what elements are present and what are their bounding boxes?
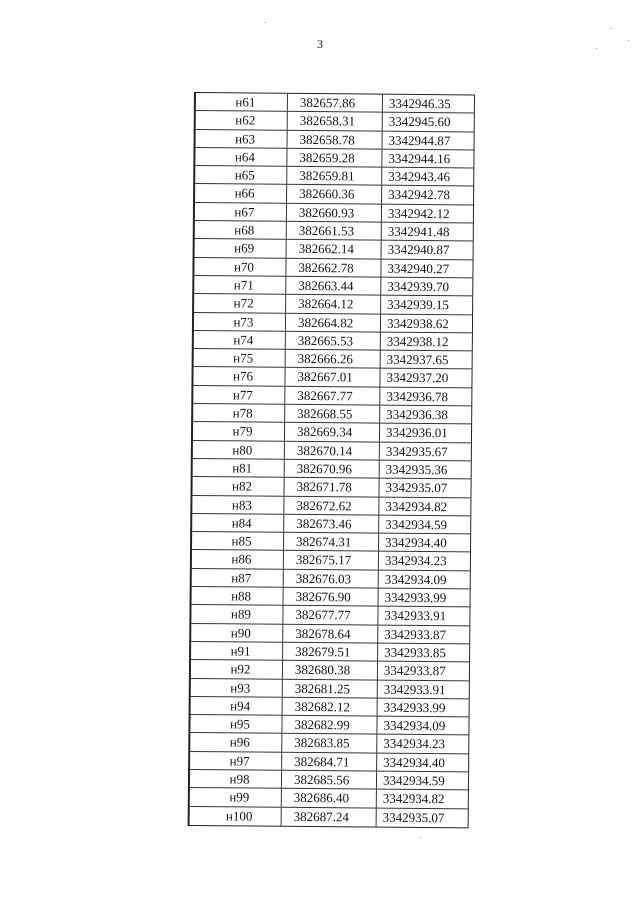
table-row xyxy=(193,367,471,388)
point-id-cell: н64 xyxy=(234,149,255,165)
point-id-cell: н94 xyxy=(230,698,251,714)
scan-speck xyxy=(610,28,611,29)
table-row xyxy=(191,624,469,645)
x-coordinate-cell: 382661.53 xyxy=(286,222,381,240)
table-row xyxy=(194,313,472,334)
table-row xyxy=(196,111,474,132)
point-id-cell: н67 xyxy=(234,204,255,220)
x-coordinate-cell: 382673.46 xyxy=(283,515,378,533)
y-coordinate-cell: 3342934.59 xyxy=(376,772,468,790)
table-row xyxy=(190,752,468,773)
table-row xyxy=(191,660,469,681)
x-coordinate-cell: 382674.31 xyxy=(283,533,378,551)
y-coordinate-cell: 3342934.09 xyxy=(378,570,470,588)
x-coordinate-cell: 382662.14 xyxy=(286,240,381,258)
table-row xyxy=(191,605,469,626)
y-coordinate-cell: 3342934.82 xyxy=(378,497,470,515)
y-coordinate-cell: 3342934.82 xyxy=(376,790,468,808)
x-coordinate-cell: 382676.03 xyxy=(283,570,378,588)
point-id-cell: н78 xyxy=(232,405,253,421)
table-row xyxy=(191,678,469,699)
point-id-cell: н62 xyxy=(235,112,256,128)
x-coordinate-cell: 382676.90 xyxy=(283,588,378,606)
point-id-cell: н66 xyxy=(234,185,255,202)
y-coordinate-cell: 3342944.87 xyxy=(382,131,474,149)
x-coordinate-cell: 382660.36 xyxy=(286,185,381,203)
x-coordinate-cell: 382683.85 xyxy=(281,734,376,752)
table-row xyxy=(190,788,468,809)
point-id-cell: н71 xyxy=(233,277,254,293)
table-row xyxy=(192,496,470,517)
point-id-cell: н76 xyxy=(232,368,254,384)
x-coordinate-cell: 382660.93 xyxy=(286,204,381,222)
y-coordinate-cell: 3342939.15 xyxy=(380,296,472,314)
x-coordinate-cell: 382686.40 xyxy=(281,789,376,807)
y-coordinate-cell: 3342940.87 xyxy=(381,241,473,259)
x-coordinate-cell: 382664.12 xyxy=(285,295,380,313)
table-row xyxy=(192,569,470,590)
table-row xyxy=(194,349,472,370)
point-id-cell: н69 xyxy=(234,240,255,256)
scan-speck xyxy=(265,22,266,23)
table-row xyxy=(190,733,468,754)
table-row xyxy=(196,93,474,114)
y-coordinate-cell: 3342944.16 xyxy=(381,150,473,168)
x-coordinate-cell: 382659.28 xyxy=(286,149,381,167)
y-coordinate-cell: 3342934.23 xyxy=(378,552,470,570)
table-row xyxy=(193,386,471,407)
y-coordinate-cell: 3342933.91 xyxy=(377,607,469,625)
y-coordinate-cell: 3342941.48 xyxy=(381,223,473,241)
point-id-cell: н79 xyxy=(232,423,253,439)
point-id-cell: н98 xyxy=(229,771,250,787)
x-coordinate-cell: 382670.96 xyxy=(284,460,379,478)
x-coordinate-cell: 382667.01 xyxy=(284,368,379,386)
table-row xyxy=(195,203,473,224)
x-coordinate-cell: 382687.24 xyxy=(281,807,376,826)
point-id-cell: н77 xyxy=(232,387,253,403)
scan-speck xyxy=(596,48,597,49)
x-coordinate-cell: 382663.44 xyxy=(285,277,380,295)
table-row xyxy=(193,422,471,443)
table-row xyxy=(195,166,473,187)
table-row xyxy=(192,477,470,498)
x-coordinate-cell: 382672.62 xyxy=(283,496,378,514)
point-id-cell: н83 xyxy=(231,496,252,513)
x-coordinate-cell: 382665.53 xyxy=(285,332,380,350)
table-row xyxy=(194,258,472,279)
table-row xyxy=(191,642,469,663)
y-coordinate-cell: 3342945.60 xyxy=(382,113,474,131)
table-row xyxy=(192,587,470,608)
point-id-cell: н85 xyxy=(231,533,252,549)
page-number: 3 xyxy=(317,37,323,51)
point-id-cell: н80 xyxy=(232,441,253,458)
y-coordinate-cell: 3342937.20 xyxy=(379,369,471,387)
x-coordinate-cell: 382668.55 xyxy=(284,405,379,423)
y-coordinate-cell: 3342933.91 xyxy=(377,680,469,698)
point-id-cell: н74 xyxy=(233,332,254,348)
point-id-cell: н87 xyxy=(231,570,252,586)
point-id-cell: н86 xyxy=(231,551,252,567)
y-coordinate-cell: 3342935.07 xyxy=(378,479,470,497)
y-coordinate-cell: 3342934.40 xyxy=(378,534,470,552)
x-coordinate-cell: 382682.12 xyxy=(282,698,377,716)
scan-speck xyxy=(628,40,629,41)
point-id-cell: н93 xyxy=(230,679,251,696)
x-coordinate-cell: 382678.64 xyxy=(282,624,377,642)
y-coordinate-cell: 3342942.78 xyxy=(381,186,473,204)
coordinates-table xyxy=(188,92,475,828)
point-id-cell: н82 xyxy=(232,478,253,494)
y-coordinate-cell: 3342934.40 xyxy=(376,753,468,771)
point-id-cell: н63 xyxy=(235,130,256,147)
y-coordinate-cell: 3342933.85 xyxy=(377,644,469,662)
y-coordinate-cell: 3342933.99 xyxy=(378,589,470,607)
point-id-cell: н88 xyxy=(231,588,252,604)
y-coordinate-cell: 3342939.70 xyxy=(380,278,472,296)
point-id-cell: н100 xyxy=(225,807,253,824)
y-coordinate-cell: 3342943.46 xyxy=(381,168,473,186)
table-row xyxy=(190,770,468,791)
point-id-cell: н65 xyxy=(234,167,255,183)
table-row xyxy=(190,807,468,828)
point-id-cell: н92 xyxy=(230,661,251,677)
y-coordinate-cell: 3342940.27 xyxy=(380,259,472,277)
table-row xyxy=(195,221,473,242)
point-id-cell: н84 xyxy=(231,515,252,531)
y-coordinate-cell: 3342936.38 xyxy=(379,406,471,424)
point-id-cell: н75 xyxy=(233,350,254,366)
table-row xyxy=(195,184,473,205)
scan-speck xyxy=(420,837,421,838)
x-coordinate-cell: 382680.38 xyxy=(282,661,377,679)
x-coordinate-cell: 382662.78 xyxy=(285,258,380,276)
point-id-cell: н96 xyxy=(229,734,250,750)
y-coordinate-cell: 3342935.36 xyxy=(379,461,471,479)
point-id-cell: н70 xyxy=(233,259,255,275)
x-coordinate-cell: 382671.78 xyxy=(283,478,378,496)
table-row xyxy=(193,441,471,462)
table-row xyxy=(196,130,474,151)
y-coordinate-cell: 3342937.65 xyxy=(380,351,472,369)
table-row xyxy=(194,276,472,297)
table-row xyxy=(194,294,472,315)
x-coordinate-cell: 382677.77 xyxy=(282,606,377,624)
y-coordinate-cell: 3342936.78 xyxy=(379,387,471,405)
table-row xyxy=(192,532,470,553)
point-id-cell: н97 xyxy=(229,753,250,769)
y-coordinate-cell: 3342934.59 xyxy=(378,515,470,533)
x-coordinate-cell: 382684.71 xyxy=(281,752,376,770)
point-id-cell: н68 xyxy=(234,222,255,238)
table-row xyxy=(192,514,470,535)
x-coordinate-cell: 382667.77 xyxy=(284,387,379,405)
x-coordinate-cell: 382659.81 xyxy=(286,167,381,185)
x-coordinate-cell: 382685.56 xyxy=(281,771,376,789)
table-row xyxy=(192,550,470,571)
y-coordinate-cell: 3342935.07 xyxy=(376,808,468,827)
point-id-cell: н90 xyxy=(230,624,251,641)
y-coordinate-cell: 3342933.87 xyxy=(377,662,469,680)
point-id-cell: н91 xyxy=(230,643,251,659)
table-row xyxy=(191,697,469,718)
point-id-cell: н95 xyxy=(229,716,251,732)
x-coordinate-cell: 382658.31 xyxy=(287,112,382,130)
y-coordinate-cell: 3342938.62 xyxy=(380,314,472,332)
y-coordinate-cell: 3342938.12 xyxy=(380,332,472,350)
point-id-cell: н73 xyxy=(233,313,254,330)
table-row xyxy=(190,715,468,736)
point-id-cell: н99 xyxy=(229,789,250,805)
x-coordinate-cell: 382657.86 xyxy=(287,94,382,112)
point-id-cell: н61 xyxy=(235,94,256,110)
y-coordinate-cell: 3342935.67 xyxy=(379,442,471,460)
y-coordinate-cell: 3342946.35 xyxy=(382,95,474,113)
x-coordinate-cell: 382679.51 xyxy=(282,643,377,661)
y-coordinate-cell: 3342936.01 xyxy=(379,424,471,442)
y-coordinate-cell: 3342933.87 xyxy=(377,625,469,643)
x-coordinate-cell: 382681.25 xyxy=(282,679,377,697)
x-coordinate-cell: 382666.26 xyxy=(285,350,380,368)
table-row xyxy=(194,331,472,352)
x-coordinate-cell: 382658.78 xyxy=(287,130,382,148)
y-coordinate-cell: 3342934.09 xyxy=(376,717,468,735)
x-coordinate-cell: 382664.82 xyxy=(285,313,380,331)
table-row xyxy=(193,459,471,480)
x-coordinate-cell: 382675.17 xyxy=(283,551,378,569)
y-coordinate-cell: 3342934.23 xyxy=(376,735,468,753)
point-id-cell: н89 xyxy=(230,606,251,622)
y-coordinate-cell: 3342942.12 xyxy=(381,204,473,222)
table-row xyxy=(195,239,473,260)
table-row xyxy=(193,404,471,425)
x-coordinate-cell: 382682.99 xyxy=(281,716,376,734)
y-coordinate-cell: 3342933.99 xyxy=(377,698,469,716)
x-coordinate-cell: 382669.34 xyxy=(284,423,379,441)
x-coordinate-cell: 382670.14 xyxy=(284,441,379,459)
table-row xyxy=(195,148,473,169)
point-id-cell: н81 xyxy=(232,460,253,476)
point-id-cell: н72 xyxy=(233,295,254,311)
